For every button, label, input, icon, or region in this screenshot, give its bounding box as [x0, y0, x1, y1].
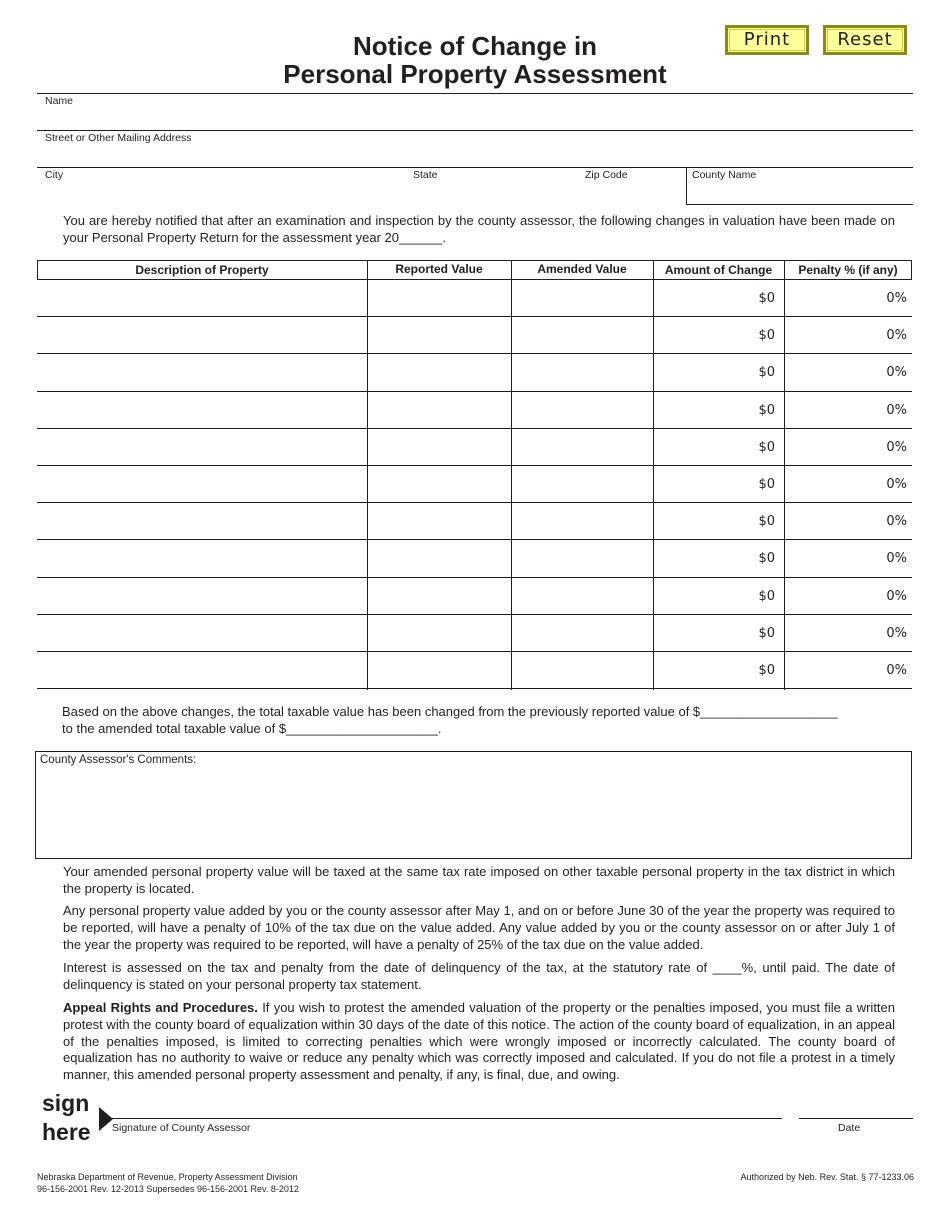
column-divider: [653, 260, 654, 690]
reported-value-cell[interactable]: [370, 354, 508, 390]
description-cell[interactable]: [40, 652, 364, 688]
description-cell[interactable]: [40, 280, 364, 316]
table-top-border: [37, 260, 912, 261]
reported-value-cell[interactable]: [370, 652, 508, 688]
amended-value-cell[interactable]: [514, 466, 650, 502]
column-header-penalty: Penalty % (if any): [798, 263, 898, 277]
penalty-cell[interactable]: 0%: [886, 588, 907, 604]
description-cell[interactable]: [40, 429, 364, 465]
date-line: [799, 1118, 913, 1119]
signature-line: [111, 1118, 782, 1119]
amended-value-cell[interactable]: [514, 652, 650, 688]
penalty-cell[interactable]: 0%: [886, 439, 907, 455]
penalty-cell[interactable]: 0%: [886, 365, 907, 381]
description-cell[interactable]: [40, 503, 364, 539]
street-label: Street or Other Mailing Address: [45, 132, 192, 144]
amended-value-cell[interactable]: [514, 540, 650, 576]
column-header-amended: Amended Value: [537, 262, 627, 276]
city-field[interactable]: [40, 182, 400, 202]
amended-value-cell[interactable]: [514, 280, 650, 316]
reported-value-cell[interactable]: [370, 466, 508, 502]
penalty-cell[interactable]: 0%: [886, 328, 907, 344]
amount-of-change-cell[interactable]: $0: [758, 439, 775, 455]
total-value-line1: Based on the above changes, the total taxable value has been changed from the previously reported value of $___________________: [62, 704, 838, 719]
divider: [686, 204, 913, 205]
reported-value-cell[interactable]: [370, 615, 508, 651]
amount-of-change-cell[interactable]: $0: [758, 328, 775, 344]
interest-paragraph: Interest is assessed on the tax and penalty from the date of delinquency of the tax, at the statutory rate of ____%, until paid. The date of delinquency is stated on your personal property tax statement.: [63, 960, 895, 992]
penalty-cell[interactable]: 0%: [886, 551, 907, 567]
footer-authority: Authorized by Neb. Rev. Stat. § 77-1233.06: [740, 1172, 914, 1182]
description-cell[interactable]: [40, 354, 364, 390]
amount-of-change-cell[interactable]: $0: [758, 365, 775, 381]
tax-rate-paragraph: Your amended personal property value will be taxed at the same tax rate imposed on other taxable personal property in the tax district in which the property is located.: [63, 864, 895, 896]
penalty-paragraph: Any personal property value added by you or the county assessor after May 1, and on or before June 30 of the year the property was required to be reported, will have a penalty of 10% of the tax due on the value added. Any value added by you or the county assessor on or after July 1 of the year the property was required to be reported, will have a penalty of 25% of the tax due on the value added.: [63, 903, 895, 952]
description-cell[interactable]: [40, 615, 364, 651]
signature-label: Signature of County Assessor: [112, 1122, 251, 1134]
zip-field[interactable]: [582, 182, 682, 202]
page-title-line1: Notice of Change in: [352, 31, 598, 61]
column-divider: [367, 260, 368, 690]
penalty-cell[interactable]: 0%: [886, 402, 907, 418]
amount-of-change-cell[interactable]: $0: [758, 588, 775, 604]
amended-value-cell[interactable]: [514, 354, 650, 390]
penalty-cell[interactable]: 0%: [886, 477, 907, 492]
description-cell[interactable]: [40, 466, 364, 502]
divider: [37, 93, 913, 94]
appeal-paragraph: [63, 1000, 895, 1084]
reported-value-cell[interactable]: [370, 392, 508, 428]
description-cell[interactable]: [40, 540, 364, 576]
column-divider: [784, 260, 785, 690]
date-field[interactable]: [799, 1096, 913, 1116]
reported-value-cell[interactable]: [370, 429, 508, 465]
penalty-cell[interactable]: 0%: [886, 663, 907, 678]
reported-value-cell[interactable]: [370, 280, 508, 316]
amended-value-cell[interactable]: [514, 503, 650, 539]
amount-of-change-cell[interactable]: $0: [758, 477, 775, 492]
column-header-description: Description of Property: [135, 263, 269, 277]
reported-value-cell[interactable]: [370, 317, 508, 353]
intro-paragraph: You are hereby notified that after an examination and inspection by the county assessor, the following changes in valuation have been made on your Personal Property Return for the assessment year 20______.: [63, 213, 895, 245]
description-cell[interactable]: [40, 578, 364, 614]
amount-of-change-cell[interactable]: $0: [758, 402, 775, 418]
amended-value-cell[interactable]: [514, 615, 650, 651]
reported-value-cell[interactable]: [370, 503, 508, 539]
name-label: Name: [45, 95, 74, 107]
amended-value-cell[interactable]: [514, 578, 650, 614]
column-header-reported: Reported Value: [395, 262, 483, 276]
column-divider: [511, 260, 512, 690]
penalty-cell[interactable]: 0%: [886, 291, 907, 306]
signature-field[interactable]: [111, 1096, 782, 1116]
date-label: Date: [838, 1122, 861, 1134]
amount-of-change-cell[interactable]: $0: [758, 625, 775, 641]
county-label: County Name: [692, 169, 757, 181]
divider: [686, 167, 687, 204]
footer-form-number: 96-156-2001 Rev. 12-2013 Supersedes 96-156-2001 Rev. 8-2012: [37, 1184, 299, 1194]
reported-value-cell[interactable]: [370, 578, 508, 614]
print-button[interactable]: Print: [725, 25, 809, 55]
description-cell[interactable]: [40, 392, 364, 428]
comments-label: County Assessor's Comments:: [40, 754, 197, 766]
reported-value-cell[interactable]: [370, 540, 508, 576]
description-cell[interactable]: [40, 317, 364, 353]
page-title-line2: Personal Property Assessment: [283, 59, 667, 89]
amount-of-change-cell[interactable]: $0: [758, 291, 775, 306]
appeal-text: If you wish to protest the amended valuation of the property or the penalties imposed, you must file a written protest with the county board of equalization within 30 days of the date of this notice. The action of the county board of equalization, in an appeal of the penalties imposed, is limited to correcting penalties which were wrongly imposed or incorrectly calculated. The county board of equalization has no authority to waive or reduce any penalty which was correctly imposed and calculated. If you do not file a protest in a timely manner, this amended personal property assessment and penalty, if any, is final, due, and owing.: [63, 1000, 896, 1083]
appeal-heading: Appeal Rights and Procedures.: [63, 1000, 258, 1015]
amount-of-change-cell[interactable]: $0: [758, 551, 775, 567]
here-word: here: [42, 1119, 91, 1145]
state-field[interactable]: [410, 182, 570, 202]
county-field[interactable]: [690, 182, 910, 202]
amended-value-cell[interactable]: [514, 317, 650, 353]
row-divider: [37, 688, 912, 689]
total-value-line2: to the amended total taxable value of $_____________________.: [62, 721, 442, 736]
penalty-cell[interactable]: 0%: [886, 625, 907, 641]
street-field[interactable]: [40, 145, 910, 165]
amended-value-cell[interactable]: [514, 429, 650, 465]
sign-word: sign: [42, 1090, 90, 1116]
reset-button[interactable]: Reset: [823, 25, 907, 55]
state-label: State: [413, 169, 438, 181]
name-field[interactable]: [40, 108, 910, 128]
column-header-change: Amount of Change: [664, 263, 773, 277]
amount-of-change-cell[interactable]: $0: [758, 514, 775, 530]
zip-label: Zip Code: [585, 169, 628, 181]
penalty-cell[interactable]: 0%: [886, 514, 907, 530]
city-label: City: [45, 169, 64, 181]
amended-value-cell[interactable]: [514, 392, 650, 428]
divider: [37, 167, 913, 168]
comments-box[interactable]: [35, 751, 912, 859]
divider: [37, 130, 913, 131]
footer-department: Nebraska Department of Revenue, Property Assessment Division: [37, 1172, 298, 1182]
amount-of-change-cell[interactable]: $0: [758, 663, 775, 678]
